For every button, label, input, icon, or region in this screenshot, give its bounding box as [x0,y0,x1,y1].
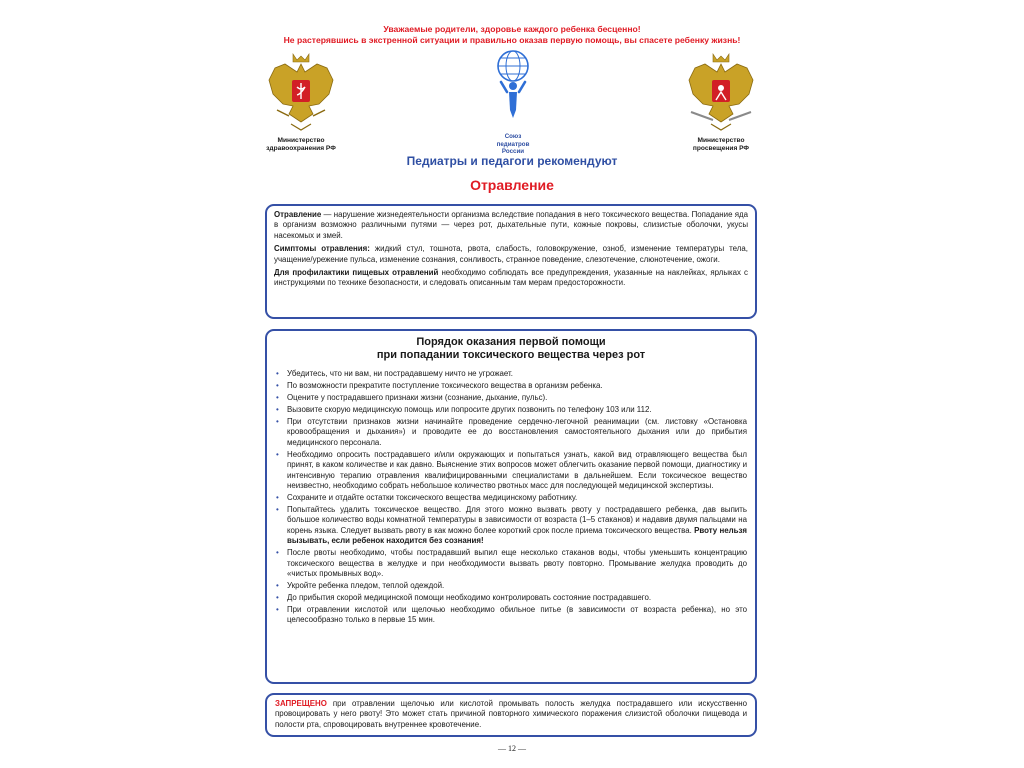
first-aid-title-line-2: при попадании токсического вещества через рот [376,349,646,361]
ministry-health-emblem [256,50,346,153]
bullet-icon: • [276,417,279,426]
first-aid-list [275,369,747,626]
definition-term: Отравление [274,210,322,219]
emblem-right-caption-2: просвещения РФ [692,145,750,152]
prevention-label: Для профилактики пищевых отравлений [274,268,439,278]
bullet-icon: • [276,393,279,402]
list-item-text: Укройте ребенка пледом, теплой одеждой. [287,581,445,591]
list-item [275,505,747,547]
list-item-text: Попытайтесь удалить токсическое вещество. Для этого можно вызвать рвоту у пострадавшего ребенка, дав выпить большое количество воды комнатной температуры в зависимости от возраста (1–5 стаканов) и надавив двумя пальцами на корень языка. Следует вызвать рвоту в как можно более короткий срок после приема токсического вещества. [287,505,747,535]
list-item [275,493,747,503]
bullet-icon: • [276,593,279,603]
list-item [275,581,747,591]
bullet-icon: • [276,493,279,503]
list-item-text: Сохраните и отдайте остатки токсического вещества медицинскому работнику. [287,493,578,503]
list-item [275,605,747,626]
list-item [275,393,747,403]
prohibited-box [265,693,757,737]
list-item [275,593,747,603]
header-banner [0,24,1024,46]
list-item [275,450,747,492]
bullet-icon: • [276,605,279,615]
bullet-icon: • [276,405,279,414]
symptoms-paragraph [274,244,748,265]
prevention-text: необходимо соблюдать все предупреждения, указанные на наклейках, ярлыках с инструкциями по технике безопасности, и следовать описанным там мерам предосторожности. [274,268,748,288]
page-title: Отравление [470,177,554,193]
prevention-paragraph [274,268,748,289]
bullet-icon: • [276,381,279,390]
emblem-left-caption-1: Министерство [277,137,325,144]
emblem-center-caption-1: Союз [504,133,522,140]
page-subtitle: Педиатры и педагоги рекомендуют [406,154,618,168]
bullet-icon: • [276,369,279,378]
list-item-text: При отравлении кислотой или щелочью необходимо обильное питье (в зависимости от возраста ребенка), но это целесообразно только в первые 15 мин. [287,605,747,625]
list-item-text: До прибытия скорой медицинской помощи необходимо контролировать состояние пострадавшего. [287,593,652,603]
list-item [275,405,747,415]
double-headed-eagle-icon [263,50,339,132]
header-line-2: Не растерявшись в экстренной ситуации и правильно оказав первую помощь, вы спасете ребенку жизнь! [283,35,741,45]
list-item [275,381,747,391]
list-item-text: При отсутствии признаков жизни начинайте проведение сердечно-легочной реанимации (см. листовку «Остановка кровообращения и дыхания») и проводите ее до восстановления самостоятельного дыхания или до прибытия медицинского персонала. [287,417,747,447]
symptoms-label: Симптомы отравления: [274,244,370,254]
prohibited-text: при отравлении щелочью или кислотой промывать полость желудка пострадавшего или искусственно провоцировать у него рвоту! Это может стать причиной повторного химического поражения слизистой оболочки пищевода и полости рта, спровоцировать внутреннее кровотечение. [275,699,747,729]
first-aid-title-line-1: Порядок оказания первой помощи [416,336,606,348]
list-item-warning: Рвоту нельзя вызывать, если ребенок находится без сознания! [287,525,747,546]
definition-box [265,204,757,319]
prohibited-label: ЗАПРЕЩЕНО [275,699,327,708]
bullet-icon: • [276,505,279,515]
definition-paragraph [274,210,748,241]
page-number: — 12 — [498,744,526,753]
globe-figure-logo-icon [485,48,541,128]
double-headed-eagle-icon [683,50,759,132]
bullet-icon: • [276,581,279,591]
symptoms-text: жидкий стул, тошнота, рвота, слабость, головокружение, озноб, изменение температуры тела, учащение/урежение пульса, изменение сознания, сонливость, странное поведение, слезотечение, слюнотечение, ожоги. [274,244,748,264]
emblem-left-caption-2: здравоохранения РФ [266,145,336,152]
list-item-text: Убедитесь, что ни вам, ни пострадавшему ничто не угрожает. [287,369,513,378]
first-aid-title [275,336,747,362]
prohibited-paragraph [275,699,747,730]
list-item-text: Оцените у пострадавшего признаки жизни (сознание, дыхание, пульс). [287,393,548,402]
list-item [275,417,747,448]
bullet-icon: • [276,449,279,459]
definition-text: — нарушение жизнедеятельности организма вследствие попадания в него токсического вещества. Попадание яда в организм возможно различными путями — через рот, дыхательные пути, кожные покровы, слизистые оболочки, укусы насекомых и змей. [274,210,748,240]
list-item-text: Вызовите скорую медицинскую помощь или попросите других позвонить по телефону 103 или 112. [287,405,652,414]
list-item-text: По возможности прекратите поступление токсического вещества в организм ребенка. [287,381,603,390]
emblem-center-caption-3: России [501,148,525,155]
bullet-icon: • [276,548,279,558]
ministry-education-emblem [676,50,766,153]
first-aid-box [265,329,757,684]
emblem-center-caption-2: педиатров [496,140,530,148]
list-item-text: Необходимо опросить пострадавшего и/или окружающих и попытаться узнать, какой вид отравляющего вещества был принят, в каком количестве и как давно. Выяснение этих вопросов может облегчить оказание первой помощи, диагностику и интенсивную терапию отравления квалифицированными специалистами в дальнейшем. Если токсическое вещество неизвестно, необходимо собрать небольшое количество рвотных масс для последующей медицинской экспертизы. [287,449,747,491]
pediatricians-union-logo [478,48,548,156]
list-item-text: После рвоты необходимо, чтобы пострадавший выпил еще несколько стаканов воды, чтобы уменьшить концентрацию токсического вещества в желудке и при необходимости вызвать рвоту повторно. Промывание желудка проводить до «чистых промывных вод». [287,548,747,579]
header-line-1: Уважаемые родители, здоровье каждого ребенка бесценно! [383,24,641,34]
emblem-right-caption-1: Министерство [697,137,745,144]
list-item [275,548,747,579]
list-item [275,369,747,379]
